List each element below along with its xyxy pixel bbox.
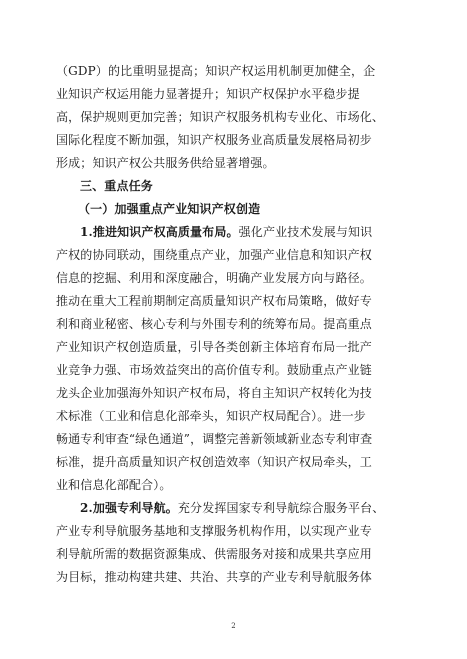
paragraph-line: 高，保护规则更加完善；知识产权服务机构专业化、市场化、 [56,110,385,124]
paragraph-line: 利和商业秘密、核心专利与外围专利的统筹布局。提高重点 [56,317,372,331]
paragraph-line: 信息的挖掘、利用和深度融合，明确产业发展方向与路径。 [56,271,372,285]
paragraph-line: 产业知识产权创造质量，引导各类创新主体培育布局一批产 [56,340,372,354]
paragraph-line: （GDP）的比重明显提高；知识产权运用机制更加健全，企 [56,64,376,78]
paragraph-line: 产业专利导航服务基地和支撑服务机构作用，以实现产业专 [56,524,372,538]
item1-first-line-text: 强化产业技术发展与知识 [238,225,373,239]
item2-first-line [56,497,408,520]
document-body [56,60,408,589]
paragraph-line: 标准，提升高质量知识产权创造效率（知识产权局牵头，工 [56,455,372,469]
paragraph-line: 利导航所需的数据资源集成、供需服务对接和成果共享应用 [56,547,372,561]
paragraph-line: 畅通专利审查“绿色通道”，调整完善新领域新业态专利审查 [56,432,373,446]
subsection-heading: （一）加强重点产业知识产权创造 [78,202,261,216]
item1-lead: 1.推进知识产权高质量布局。 [80,225,239,239]
item2-first-line-text: 充分发挥国家专利导航综合服务平台、 [177,501,385,515]
paragraph-line: 业和信息化部配合）。 [56,478,172,492]
paragraph-line: 龙头企业加强海外知识产权布局，将自主知识产权转化为技 [56,386,372,400]
page-number: 2 [231,622,236,630]
paragraph-line: 为目标，推动构建共建、共治、共享的产业专利导航服务体 [56,570,372,584]
paragraph-line: 国际化程度不断加强，知识产权服务业高质量发展格局初步 [56,133,372,147]
paragraph-line: 产权的协同联动，围绕重点产业，加强产业信息和知识产权 [56,248,372,262]
item2-lead: 2.加强专利导航。 [80,501,178,515]
item1-first-line [56,221,408,244]
paragraph-line: 形成；知识产权公共服务供给显著增强。 [56,156,275,170]
section-heading: 三、重点任务 [80,179,153,193]
paragraph-line: 推动在重大工程前期制定高质量知识产权布局策略，做好专 [56,294,372,308]
paragraph-line: 术标准（工业和信息化部牵头，知识产权局配合）。进一步 [56,409,366,423]
paragraph-line: 业知识产权运用能力显著提升；知识产权保护水平稳步提 [56,87,360,101]
paragraph-line: 业竞争力强、市场效益突出的高价值专利。鼓励重点产业链 [56,363,372,377]
